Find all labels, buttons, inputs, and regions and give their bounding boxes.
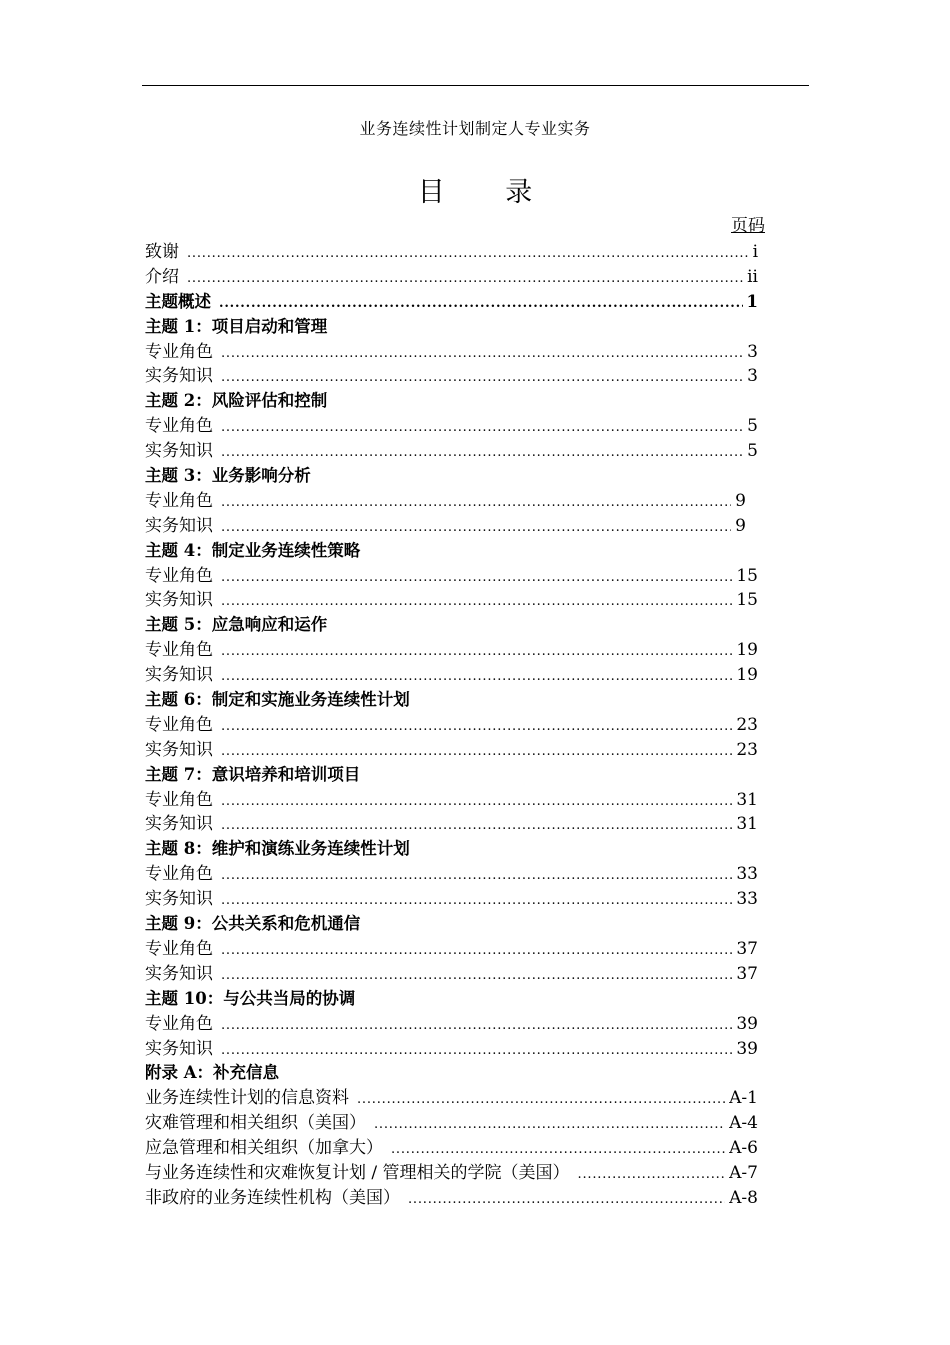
toc-entry-label: 主题 8：维护和演练业务连续性计划 [145,839,410,859]
toc-page-number: 9 [735,490,746,511]
toc-entry-label: 专业角色 [145,490,213,511]
toc-entry[interactable] [145,1161,758,1186]
dot-leader [221,790,732,815]
dot-leader [221,441,743,466]
toc-title: 目 录 [417,177,559,208]
dot-leader [221,665,732,690]
toc-entry[interactable] [145,638,758,663]
dot-leader [221,640,732,665]
dot-leader [221,342,743,367]
toc-entry-label: 非政府的业务连续性机构（美国） [145,1187,400,1208]
dot-leader [357,1088,725,1113]
dot-leader [374,1113,725,1138]
dot-leader [221,491,731,516]
toc-section-heading [145,987,758,1012]
toc-page-number: 37 [736,963,758,984]
toc-entry[interactable] [145,414,758,439]
toc-entry-label: 主题 2：风险评估和控制 [145,391,328,411]
toc-page-number: A-8 [729,1187,758,1208]
toc-entry[interactable] [145,340,758,365]
table-of-contents [145,240,758,1211]
toc-entry[interactable] [145,1186,758,1211]
toc-entry-label: 实务知识 [145,889,213,910]
toc-entry-label: 实务知识 [145,739,213,760]
toc-page-number: 23 [736,739,758,760]
toc-entry-label: 专业角色 [145,416,213,437]
toc-entry-label: 专业角色 [145,565,213,586]
toc-page-number: 33 [736,864,758,885]
dot-leader [221,1014,732,1039]
dot-leader [221,939,732,964]
toc-page-number: A-1 [729,1088,758,1109]
toc-page-number: 15 [736,590,758,611]
dot-leader [221,1039,732,1064]
toc-entry-label: 专业角色 [145,789,213,810]
toc-page-number: 5 [747,416,758,437]
dot-leader [221,416,743,441]
toc-section-heading [145,912,758,937]
toc-entry[interactable] [145,290,758,315]
toc-page-number: 19 [736,640,758,661]
toc-entry-label: 业务连续性计划的信息资料 [145,1088,349,1109]
dot-leader [221,566,732,591]
toc-page-number: 33 [736,889,758,910]
toc-section-heading [145,763,758,788]
toc-entry[interactable] [145,713,758,738]
toc-page-number: 31 [736,814,758,835]
toc-entry-label: 实务知识 [145,963,213,984]
dot-leader [221,740,732,765]
toc-page-number: 39 [736,1013,758,1034]
dot-leader [221,864,732,889]
toc-page-number: 9 [735,515,746,536]
toc-entry[interactable] [145,1012,758,1037]
toc-entry[interactable] [145,962,758,987]
toc-entry-label: 主题概述 [145,291,211,311]
toc-section-heading [145,613,758,638]
toc-section-heading [145,315,758,340]
toc-page-number: 15 [736,565,758,586]
dot-leader [221,590,732,615]
toc-entry-label: 主题 6：制定和实施业务连续性计划 [145,690,410,710]
toc-entry-label: 实务知识 [145,814,213,835]
toc-entry-label: 主题 5：应急响应和运作 [145,615,328,635]
dot-leader [391,1138,725,1163]
toc-entry-label: 灾难管理和相关组织（美国） [145,1113,366,1134]
toc-entry-label: 实务知识 [145,441,213,462]
toc-entry-label: 实务知识 [145,1038,213,1059]
toc-entry-label: 应急管理和相关组织（加拿大） [145,1138,383,1159]
dot-leader [221,964,732,989]
toc-entry[interactable] [145,564,758,589]
dot-leader [408,1188,725,1213]
dot-leader [187,267,743,292]
toc-entry[interactable] [145,265,758,290]
toc-page-number: ii [747,266,758,287]
toc-entry[interactable] [145,1086,758,1111]
toc-page-number: 3 [747,366,758,387]
toc-section-heading [145,389,758,414]
dot-leader [578,1163,726,1188]
toc-entry-label: 主题 1：项目启动和管理 [145,316,328,336]
running-title: 业务连续性计划制定人专业实务 [359,119,591,138]
toc-entry-label: 主题 9：公共关系和危机通信 [145,914,361,934]
toc-entry[interactable] [145,364,758,389]
toc-entry-label: 专业角色 [145,640,213,661]
toc-entry[interactable] [145,1037,758,1062]
dot-leader [221,814,732,839]
toc-entry-label: 专业角色 [145,938,213,959]
toc-entry-label: 专业角色 [145,864,213,885]
dot-leader [221,516,731,541]
toc-entry[interactable] [145,439,758,464]
toc-entry-label: 主题 4：制定业务连续性策略 [145,540,361,560]
toc-entry[interactable] [145,937,758,962]
toc-entry-label: 附录 A：补充信息 [145,1063,280,1083]
toc-entry[interactable] [145,1136,758,1161]
toc-page-number: 3 [747,341,758,362]
toc-entry[interactable] [145,788,758,813]
toc-entry-label: 专业角色 [145,341,213,362]
dot-leader [221,366,743,391]
toc-page-number: 39 [736,1038,758,1059]
toc-section-heading [145,1061,758,1086]
toc-entry[interactable] [145,663,758,688]
toc-entry[interactable] [145,240,758,265]
toc-entry-label: 实务知识 [145,665,213,686]
toc-page-number: 31 [736,789,758,810]
toc-page-number: A-4 [729,1113,758,1134]
toc-entry-label: 与业务连续性和灾难恢复计划 / 管理相关的学院（美国） [145,1162,570,1183]
dot-leader [221,715,732,740]
toc-section-heading [145,837,758,862]
toc-page-number: 5 [747,441,758,462]
toc-page-number: 19 [736,665,758,686]
toc-entry-label: 致谢 [145,242,179,262]
toc-entry-label: 实务知识 [145,515,213,536]
toc-section-heading [145,464,758,489]
toc-entry[interactable] [145,489,758,514]
toc-entry-label: 实务知识 [145,590,213,611]
toc-page-number: 23 [736,714,758,735]
dot-leader [219,292,743,317]
toc-entry-label: 专业角色 [145,714,213,735]
toc-entry[interactable] [145,887,758,912]
toc-page-number: A-6 [729,1138,758,1159]
toc-page-number: A-7 [729,1162,758,1183]
toc-section-heading [145,688,758,713]
toc-entry[interactable] [145,738,758,763]
toc-entry-label: 实务知识 [145,366,213,387]
dot-leader [187,242,749,267]
page-column-label: 页码 [731,216,765,236]
toc-entry-label: 主题 10：与公共当局的协调 [145,988,356,1008]
toc-entry[interactable] [145,588,758,613]
toc-entry-label: 主题 7：意识培养和培训项目 [145,764,361,784]
toc-entry[interactable] [145,862,758,887]
toc-page-number: i [752,242,758,262]
toc-section-heading [145,539,758,564]
toc-entry[interactable] [145,1111,758,1136]
header-rule [142,85,809,86]
toc-entry-label: 介绍 [145,266,179,287]
dot-leader [221,889,732,914]
toc-entry-label: 专业角色 [145,1013,213,1034]
toc-page-number: 37 [736,938,758,959]
toc-page-number: 1 [746,291,758,311]
toc-entry[interactable] [145,812,758,837]
toc-entry-label: 主题 3：业务影响分析 [145,466,311,486]
toc-entry[interactable] [145,514,758,539]
